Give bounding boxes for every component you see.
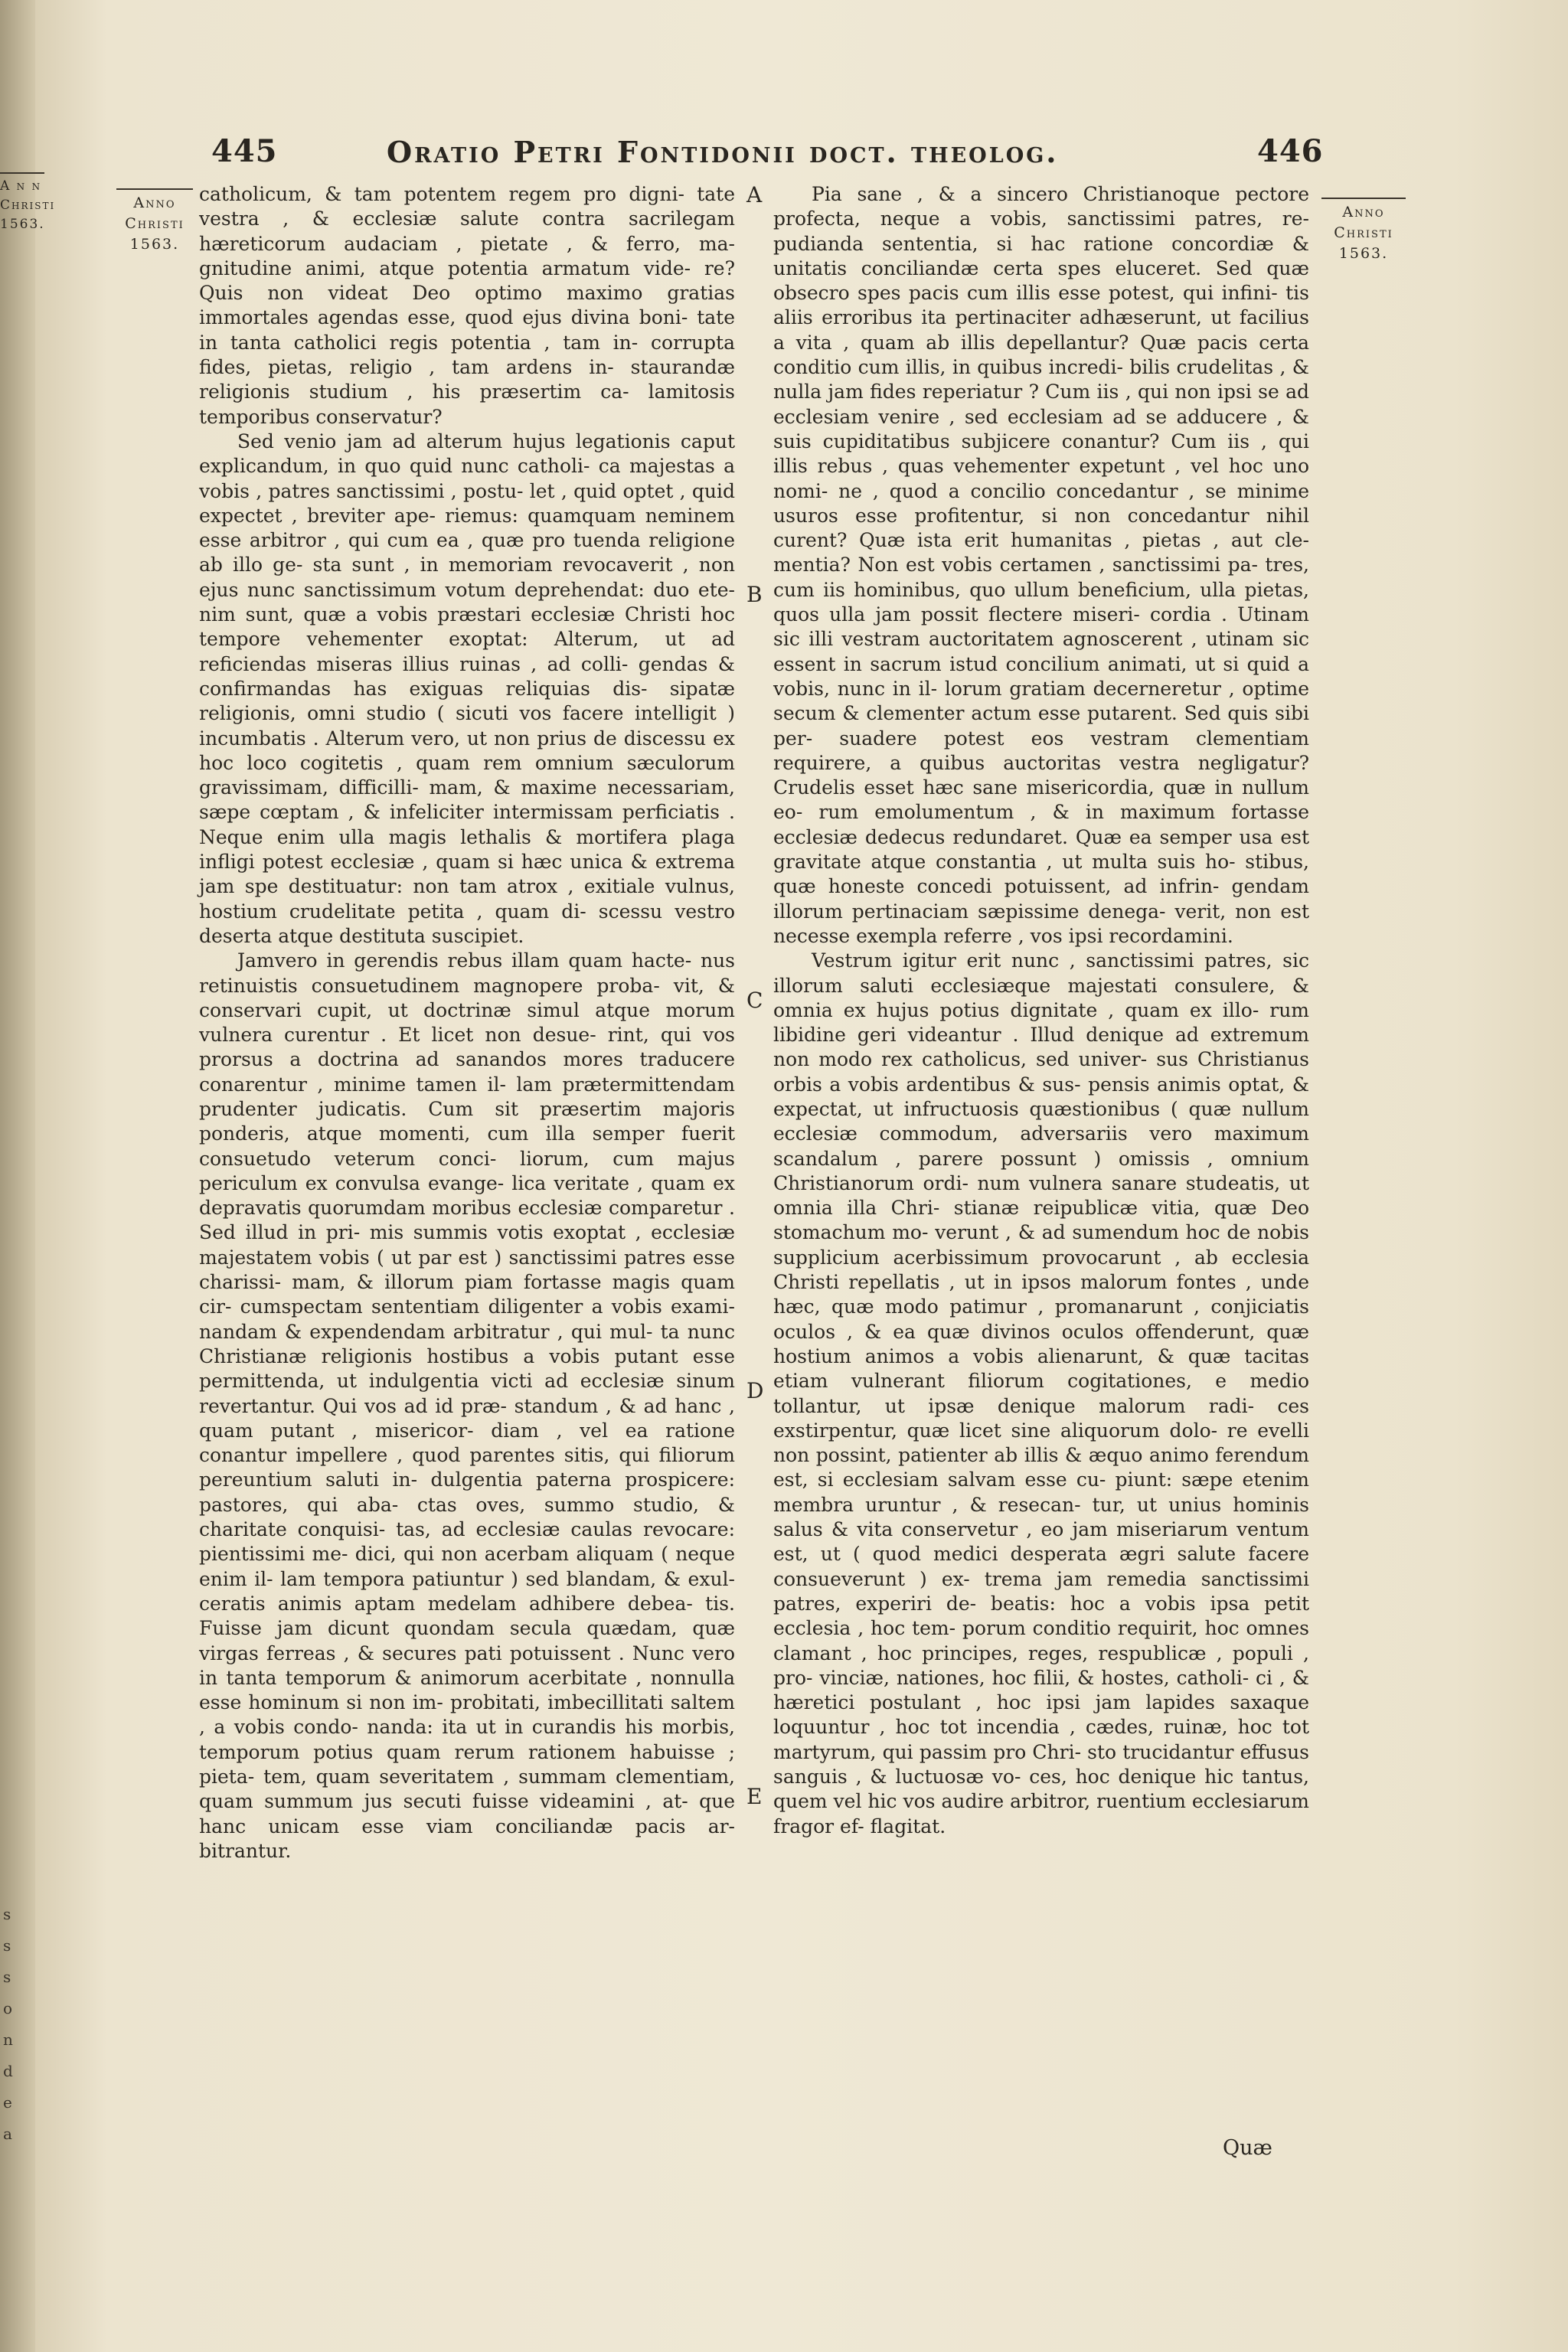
left-page-number: 445	[211, 133, 278, 169]
margin-line-2: Christi	[1334, 224, 1393, 241]
right-text-column	[773, 182, 1309, 1839]
edge-glyph: s	[3, 1905, 11, 1923]
margin-rule	[1321, 198, 1406, 199]
running-title: Oratio Petri Fontidonii doct. theolog.	[387, 135, 1059, 169]
right-page-number: 446	[1257, 133, 1324, 169]
paragraph: Pia sane , & a sincero Christianoque pectore profecta, neque a vobis, sanctissimi patres, re- pudianda sententia, si hac ratione concordiæ & unitatis conciliandæ certa spes eluceret. Sed quæ obsecro spes pacis cum illis esse potest, qui infini- tis aliis erroribus ita pertinaciter adhæserunt, ut facilius a vita , quam ab illis depellantur? Quæ pacis certa conditio cum illis, in quibus incredi- bilis crudelitas , & nulla jam fides reperiatur ? Cum iis , qui non ipsi se ad ecclesiam venire , sed ecclesiam ad se adducere , & suis cupiditatibus subjicere conantur? Cum iis , qui illis rebus , quas vehementer expetunt , vel hoc uno nomi- ne , quod a concilio concedantur , se minime usuros esse profitentur, si non concedantur nihil curent? Quæ ista erit humanitas , pietas , aut cle- mentia? Non est vobis certamen , sanctissimi pa- tres, cum iis hominibus, quo ullum beneficium, ulla pietas, quos ulla jam possit flectere miseri- cordia . Utinam sic illi vestram auctoritatem agnoscerent , utinam sic essent in sacrum istud concilium animati, ut si quid a vobis, nunc in il- lorum gratiam decerneretur , optime secum & clementer actum esse putarent. Sed quis sibi per- suadere potest eos vestram clementiam requirere, a quibus auctoritas vestra negligatur? Crudelis esset hæc sane misericordia, quæ in nullum eo- rum emolumentum , & in maximum fortasse ecclesiæ dedecus redundaret. Quæ ea semper usa est gravitate atque constantia , ut multa suis ho- stibus, quæ honeste concedi potuissent, ad infrin- gendam illorum pertinaciam sæpissime denega- verit, non est necesse exempla referre , vos ipsi recordamini.	[773, 183, 1309, 947]
far-margin-line-2: Christi	[0, 198, 56, 213]
margin-line-3: 1563.	[1338, 245, 1389, 262]
running-header	[0, 130, 1568, 184]
section-letter-c: C	[746, 988, 763, 1013]
edge-glyph: s	[3, 1936, 11, 1955]
margin-line-1: Anno	[133, 194, 176, 211]
left-margin-note	[116, 188, 193, 255]
margin-line-3: 1563.	[129, 236, 180, 253]
section-letter-a: A	[746, 182, 763, 207]
edge-glyphs	[3, 1899, 18, 2150]
edge-glyph: s	[3, 1968, 11, 1986]
margin-line-1: Anno	[1342, 204, 1385, 220]
margin-rule	[116, 188, 193, 190]
section-letter-e: E	[746, 1784, 763, 1809]
far-margin-line-3: 1563.	[0, 217, 45, 232]
catchword: Quæ	[1223, 2136, 1272, 2160]
edge-glyph: n	[3, 2030, 13, 2049]
far-margin-line-1: A n n	[0, 178, 42, 194]
edge-glyph: e	[3, 2093, 12, 2112]
margin-line-2: Christi	[125, 215, 185, 232]
edge-glyph: d	[3, 2062, 13, 2080]
paragraph: Jamvero in gerendis rebus illam quam hacte- nus retinuistis consuetudinem magnopere proba- vit, & conservari cupit, ut doctrinæ simul atque morum vulnera curentur . Et licet non desue- rint, qui vos prorsus a doctrina ad sanandos mores traducere conarentur , minime tamen il- lam prætermittendam prudenter judicatis. Cum sit præsertim majoris ponderis, atque momenti, cum illa semper fuerit consuetudo veterum conci- liorum, cum majus periculum ex convulsa evange- lica veritate , quam ex depravatis quorumdam moribus ecclesiæ comparetur . Sed illud in pri- mis summis votis exoptat , ecclesiæ majestatem vobis ( ut par est ) sanctissimi patres esse charissi- mam, & illorum piam fortasse magis quam cir- cumspectam sententiam diligenter a vobis exami- nandam & expendendam arbitratur , qui mul- ta nunc Christianæ religionis hostibus a vobis putant esse permittenda, ut indulgentia victi ad ecclesiæ sinum revertantur. Qui vos ad id præ- standum , & ad hanc , quam putant , misericor- diam , vel ea ratione conantur impellere , quod parentes sitis, qui filiorum pereuntium saluti in- dulgentia paterna prospicere: pastores, qui aba- ctas oves, summo studio, & charitate conquisi- tas, ad ecclesiæ caulas revocare: pientissimi me- dici, qui non acerbam aliquam ( neque enim il- lam tempora patiuntur ) sed blandam, & exul- ceratis animis aptam medelam adhibere debea- tis. Fuisse jam dicunt quondam secula quædam, quæ virgas ferreas , & secures pati potuissent . Nunc vero in tanta temporum & animorum acerbitate , nonnulla esse hominum si non im- probitati, imbecillitati saltem , a vobis condo- nanda: ita ut in curandis his morbis, temporum potius quam rerum rationem habuisse ; pieta- tem, quam severitatem , summam clementiam, quam summum jus secuti fuisse videamini , at- que hanc unicam esse viam conciliandæ pacis ar- bitrantur.	[199, 949, 735, 1862]
edge-glyph: o	[3, 1999, 13, 2017]
left-text-column	[199, 182, 735, 1864]
edge-glyph: a	[3, 2125, 12, 2143]
section-letter-d: D	[746, 1378, 764, 1403]
paragraph: Sed venio jam ad alterum hujus legationis caput explicandum, in quo quid nunc catholi- ca majestas a vobis , patres sanctissimi , postu- let , quid optet , quid expectet , breviter ape- riemus: quamquam neminem esse arbitror , qui cum ea , quæ pro tuenda religione ab illo ge- sta sunt , in memoriam revocaverit , non ejus nunc sanctissimum votum deprehendat: duo ete- nim sunt, quæ a vobis præstari ecclesiæ Christi hoc tempore vehementer exoptat: Alterum, ut ad reficiendas miseras illius ruinas , ad colli- gendas & confirmandas has exiguas reliquias dis- sipatæ religionis, omni studio ( sicuti vos facere intelligit ) incumbatis . Alterum vero, ut non prius de discessu ex hoc loco cogitetis , quam rem omnium sæculorum gravissimam, difficilli- mam, & maxime necessariam, sæpe cœptam , & infeliciter intermissam perficiatis . Neque enim ulla magis lethalis & mortifera plaga infligi potest ecclesiæ , quam si hæc unica & extrema jam spe destituatur: non tam atrox , exitiale vulnus, hostium crudelitate petita , quam di- scessu vestro deserta atque destituta suscipiet.	[199, 430, 735, 947]
paragraph: catholicum, & tam potentem regem pro digni- tate vestra , & ecclesiæ salute contra sacrilegam hæreticorum audaciam , pietate , & ferro, ma- gnitudine animi, atque potentia armatum vide- re? Quis non videat Deo optimo maximo gratias immortales agendas esse, quod ejus divina boni- tate in tanta catholici regis potentia , tam in- corrupta fides, pietas, religio , tam ardens in- staurandæ religionis studium , his præsertim ca- lamitosis temporibus conservatur?	[199, 183, 735, 428]
section-letter-b: B	[746, 582, 763, 607]
right-margin-note	[1321, 198, 1406, 264]
paragraph: Vestrum igitur erit nunc , sanctissimi patres, sic illorum saluti ecclesiæque majestati consulere, & omnia ex hujus potius dignitate , quam ex illo- rum libidine geri videantur . Illud denique ad extremum non modo rex catholicus, sed univer- sus Christianus orbis a vobis ardentibus & sus- pensis animis optat, & expectat, ut infructuosis quæstionibus ( quæ nullum ecclesiæ commodum, adversariis vero maximum scandalum , parere possunt ) omissis , omnium Christianorum ordi- num vulnera sanare studeatis, ut omnia illa Chri- stianæ reipublicæ vitia, quæ Deo stomachum mo- verunt , & ad sumendum hoc de nobis supplicium acerbissimum provocarunt , ab ecclesia Christi repellatis , ut in ipsos malorum fontes , unde hæc, quæ modo patimur , promanarunt , conjiciatis oculos , & ea quæ divinos oculos offenderunt, quæ hostium animos a vobis alienarunt, & quæ tacitas etiam vulnerant filiorum cogitationes, e medio tollantur, ut ipsæ denique malorum radi- ces exstirpentur, quæ licet sine aliquorum dolo- re evelli non possint, patienter ab illis & æquo animo ferendum est, si ecclesiam salvam esse cu- piunt: sæpe etenim membra uruntur , & resecan- tur, ut unius hominis salus & vita conservetur , eo jam miseriarum ventum est, ut ( quod medici desperata ægri salute facere consueverunt ) ex- trema jam remedia sanctissimi patres, experiri de- beatis: hoc a vobis ipsa petit ecclesia , hoc tem- porum conditio requirit, hoc omnes clamant , hoc principes, reges, respublicæ , populi , pro- vinciæ, nationes, hoc filii, & hostes, catholi- ci , & hæretici postulant , hoc ipsi jam lapides saxaque loquuntur , hoc tot incendia , cædes, ruinæ, hoc tot martyrum, qui passim pro Chri- sto trucidantur effusus sanguis , & luctuosæ vo- ces, hoc denique hic tantus, quem vel hic vos audire arbitror, ruentium ecclesiarum fragor ef- flagitat.	[773, 949, 1309, 1838]
